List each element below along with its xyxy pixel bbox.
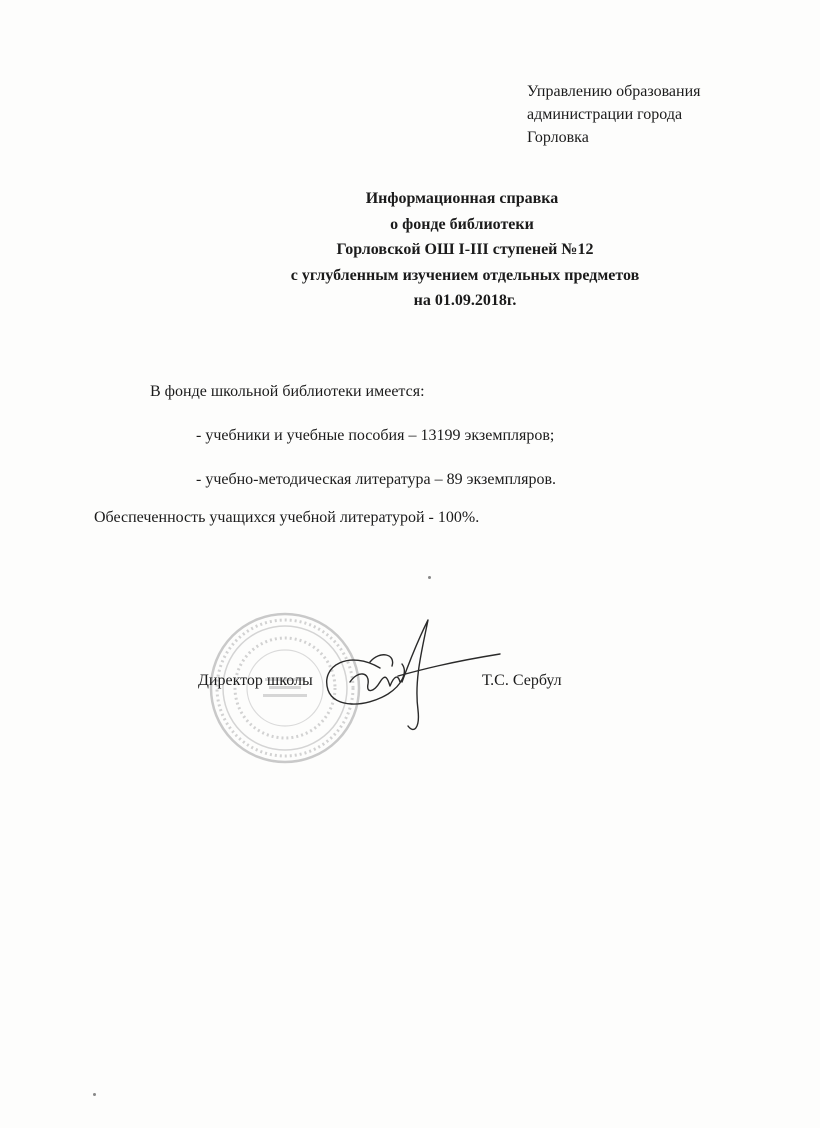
provision-statement: Обеспеченность учащихся учебной литературой - 100%. — [94, 509, 480, 526]
handwritten-signature — [310, 610, 510, 740]
addressee-block — [527, 80, 701, 149]
title-line: с углубленным изучением отдельных предметов — [290, 266, 640, 284]
fund-item-methodical: - учебно-методическая литература – 89 экземпляров. — [196, 471, 557, 488]
signatory-name: Т.С. Сербул — [482, 672, 562, 689]
document-title — [0, 186, 820, 314]
title-line: Информационная справка — [365, 190, 559, 207]
addressee-line: Горловка — [527, 129, 589, 146]
fund-intro: В фонде школьной библиотеки имеется: — [150, 383, 425, 400]
title-line: на 01.09.2018г. — [413, 292, 517, 309]
title-line: Горловской ОШ I-III ступеней №12 — [336, 241, 594, 258]
paper-speck — [428, 576, 431, 579]
title-line: о фонде библиотеки — [390, 215, 534, 233]
fund-item-textbooks: - учебники и учебные пособия – 13199 экземпляров; — [196, 427, 555, 444]
signatory-position: Директор школы — [198, 672, 313, 689]
paper-speck — [93, 1093, 96, 1096]
addressee-line: Управлению образования — [527, 83, 701, 100]
addressee-line: администрации города — [527, 106, 683, 123]
